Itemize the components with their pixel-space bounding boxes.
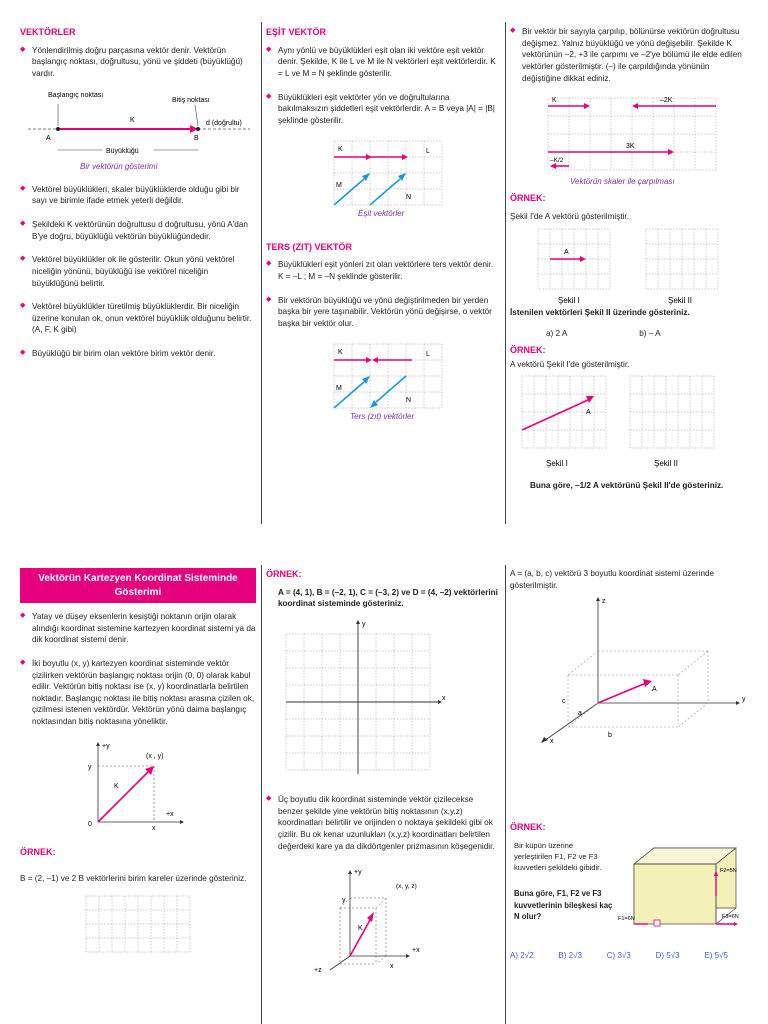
bullet-5: ◆ Büyüklüğü bir birim olan vektöre birim vektör denir. bbox=[20, 348, 256, 360]
svg-text:b: b bbox=[608, 732, 612, 740]
unit-grid bbox=[20, 894, 256, 954]
svg-text:Büyüklüğü: Büyüklüğü bbox=[106, 147, 139, 155]
option-b: b) – A bbox=[639, 329, 661, 339]
example-text: A = (4, 1), B = (–2, 1), C = (–3, 2) ve D = (4, –2) vektörlerini koordinat sisteminde gösteriniz. bbox=[278, 587, 498, 609]
svg-text:+x: +x bbox=[166, 810, 174, 818]
svg-text:M: M bbox=[336, 181, 342, 189]
svg-text:K: K bbox=[114, 782, 119, 790]
answer-option-a[interactable]: A) 2√2 bbox=[510, 951, 534, 961]
section-ornek-koordinat bbox=[266, 568, 500, 974]
question-1: İstenilen vektörleri Şekil II üzerinde gösteriniz. bbox=[510, 307, 690, 317]
svg-text:y: y bbox=[88, 763, 92, 771]
svg-text:K: K bbox=[338, 145, 343, 153]
bullet-3: ◆ Büyüklükleri eşit yönleri zıt olan vektörlere ters vektör denir. K = –L ; M = –N şeklinde gösterilir. bbox=[266, 259, 500, 282]
svg-text:Bitiş noktası: Bitiş noktası bbox=[172, 96, 210, 104]
svg-text:+z: +z bbox=[314, 967, 322, 975]
question-2: Buna göre, –1/2 A vektörünü Şekil II'de gösteriniz. bbox=[530, 481, 724, 491]
svg-text:d (doğrultu): d (doğrultu) bbox=[206, 119, 242, 127]
bullet-3d: ◆ Üç boyutlu dik koordinat sisteminde vektör çizilecekse benzer şekilde yine vektörün bitiş noktasının (x,y,z) koordinatları belirtilir ve orijinden o noktaya şekildeki gibi ok çizilir. Bu ok kenar uzunlukları (x,y,z) koordinatları belirtilen değerdeki kare ya da dikdörtgenler prizmasının köşegenidir. bbox=[266, 794, 500, 852]
svg-text:N: N bbox=[406, 396, 412, 404]
ornek-label: ÖRNEK: bbox=[266, 569, 302, 579]
vector-diagram bbox=[20, 92, 256, 172]
heading-esit-vektor: EŞİT VEKTÖR bbox=[266, 27, 327, 37]
column-divider bbox=[505, 22, 506, 524]
section-3d-vektor bbox=[510, 568, 750, 961]
svg-text:Vektörün skaler ile çarpılması: Vektörün skaler ile çarpılması bbox=[570, 177, 675, 187]
svg-text:3K: 3K bbox=[626, 143, 635, 151]
question-text: Bir küpün üzerine yerleştirilen F1, F2 ve F3 kuvvetleri şekildeki gibidir. bbox=[514, 841, 602, 873]
column-divider bbox=[505, 565, 506, 1024]
bullet-2: ◆ Büyüklükleri eşit vektörler yön ve doğrultularına bakılmaksızın şiddetleri eşit vektörlerdir. A = B veya |A| = |B| şeklinde gösterilir. bbox=[266, 92, 500, 127]
svg-text:F1=6N: F1=6N bbox=[618, 916, 635, 923]
svg-text:F2=5N: F2=5N bbox=[720, 868, 737, 875]
svg-text:B: B bbox=[194, 134, 199, 142]
question-bold: Buna göre, F1, F2 ve F3 kuvvetlerinin bileşkesi kaç N olur? bbox=[514, 889, 613, 922]
bullet-1: ◆ Yatay ve düşey eksenlerin kesiştiği noktanın orijin olarak alındığı koordinat sistemine kartezyen koordinat sistemi ya da dik koordinat sistemi denir. bbox=[20, 611, 256, 646]
svg-text:K: K bbox=[358, 925, 363, 933]
svg-text:Başlangıç noktası: Başlangıç noktası bbox=[48, 91, 104, 99]
svg-text:–K/2: –K/2 bbox=[550, 157, 564, 165]
svg-text:y: y bbox=[742, 696, 746, 704]
svg-text:Bir vektörün gösterimi: Bir vektörün gösterimi bbox=[80, 161, 158, 171]
scalar-multiplication-grid bbox=[510, 96, 750, 188]
svg-text:y: y bbox=[342, 897, 346, 905]
svg-text:N: N bbox=[406, 193, 412, 201]
answer-option-e[interactable]: E) 5√5 bbox=[704, 951, 728, 961]
svg-text:A: A bbox=[46, 134, 51, 142]
svg-text:K: K bbox=[552, 97, 557, 105]
example-grids-1 bbox=[510, 227, 750, 317]
svg-text:Şekil II: Şekil II bbox=[668, 295, 693, 305]
svg-text:Ters (zıt) vektörler: Ters (zıt) vektörler bbox=[350, 411, 415, 421]
ornek-label: ÖRNEK: bbox=[510, 193, 546, 204]
svg-text:+y: +y bbox=[354, 869, 362, 877]
paragraph-definition: ◆ Yönlendirilmiş doğru parçasına vektör denir. Vektörün başlangıç noktası, doğrultusu, yönü ve şiddeti (büyüklüğü) vardır. bbox=[20, 45, 256, 80]
svg-text:a: a bbox=[578, 710, 582, 718]
svg-text:x: x bbox=[442, 695, 446, 703]
svg-text:M: M bbox=[336, 384, 342, 392]
svg-text:z: z bbox=[602, 598, 606, 606]
example-text: B = (2, –1) ve 2 B vektörlerini birim kareler üzerinde gösteriniz. bbox=[20, 873, 247, 883]
heading-vektorler: VEKTÖRLER bbox=[20, 27, 76, 37]
svg-text:x: x bbox=[390, 963, 394, 971]
question-block bbox=[510, 840, 750, 950]
answer-options bbox=[510, 950, 746, 961]
svg-text:(x, y, z): (x, y, z) bbox=[396, 883, 417, 891]
svg-text:0: 0 bbox=[88, 820, 92, 828]
bullet-2: ◆ İki boyutlu (x, y) kartezyen koordinat sisteminde vektör çizilirken vektörün başlangıç noktası orijin (0, 0) olarak kabul edilir. Vektörün bitiş noktası ise (x, y) koordinatlarla belirtilen noktadır. Başlangıç noktası ile bitiş noktası arasına çizilen ok, çizilmesi istenen vektördür. Vektörün yönü daima başlangıç noktasından bitiş noktasına yöneliktir. bbox=[20, 658, 256, 728]
equal-vectors-grid bbox=[266, 139, 500, 219]
svg-text:L: L bbox=[426, 350, 430, 358]
svg-text:+x: +x bbox=[412, 947, 420, 955]
cube-forces-figure bbox=[618, 834, 748, 930]
svg-text:K: K bbox=[130, 116, 135, 124]
bullet-1: ◆ Bir vektör bir sayıyla çarpılıp, bölünürse vektörün doğrultusu değişmez. Yalnız büyüklüğü ve yönü değişebilir. Şekilde K vektörünün –2, +3 ile çarpımı ve –2'ye bölümü ile elde edilen vektörler gösterilmiştir. (–) ile çarpıldığında yönünün değiştiğine dikkat ediniz. bbox=[510, 26, 750, 84]
svg-text:Şekil I: Şekil I bbox=[546, 459, 568, 469]
svg-text:(x , y): (x , y) bbox=[146, 752, 164, 760]
svg-text:K: K bbox=[338, 348, 343, 356]
coordinate-grid bbox=[266, 616, 500, 776]
svg-text:+y: +y bbox=[102, 742, 110, 750]
svg-text:x: x bbox=[152, 824, 156, 832]
section-esit-vektor bbox=[266, 26, 500, 422]
section-skaler-carpim bbox=[510, 26, 750, 492]
intro-text: A = (a, b, c) vektörü 3 boyutlu koordinat sistemi üzerinde gösterilmiştir. bbox=[510, 569, 715, 590]
section-vektorler bbox=[20, 26, 256, 372]
section-title: Vektörün Kartezyen Koordinat Sisteminde Gösterimi bbox=[20, 568, 256, 603]
ornek-label: ÖRNEK: bbox=[510, 344, 546, 355]
svg-text:y: y bbox=[362, 621, 366, 629]
svg-text:L: L bbox=[426, 147, 430, 155]
bullet-1: ◆ Vektörel büyüklükleri, skaler büyüklüklerde olduğu gibi bir sayı ve birimle ifade etmek yeterli değildir. bbox=[20, 184, 256, 207]
svg-text:Şekil I: Şekil I bbox=[558, 295, 580, 305]
2d-coordinate-figure bbox=[20, 740, 256, 832]
bullet-1: ◆ Aynı yönlü ve büyüklükleri eşit olan iki vektöre eşit vektör denir. Şekilde, K ile L ve M ile N vektörleri eşit vektörlerdir. K = L ve M = N şeklinde gösterilir. bbox=[266, 45, 500, 80]
svg-text:x: x bbox=[550, 738, 554, 744]
svg-text:F3=6N: F3=6N bbox=[722, 914, 739, 921]
question-options bbox=[510, 328, 750, 340]
svg-text:A: A bbox=[652, 686, 657, 694]
answer-option-b[interactable]: B) 2√3 bbox=[558, 951, 582, 961]
svg-text:A: A bbox=[586, 409, 591, 417]
option-a: a) 2 A bbox=[546, 329, 567, 339]
svg-text:–2K: –2K bbox=[660, 97, 673, 105]
example-text: Şekil I'de A vektörü gösterilmiştir. bbox=[510, 211, 629, 221]
column-divider bbox=[261, 22, 262, 524]
opposite-vectors-grid bbox=[266, 342, 500, 422]
example-text-2: A vektörü Şekil I'de gösterilmiştir. bbox=[510, 359, 630, 369]
svg-text:Eşit vektörler: Eşit vektörler bbox=[358, 208, 405, 218]
ornek-label: ÖRNEK: bbox=[20, 846, 56, 857]
bullet-4: ◆ Vektörel büyüklükler türetilmiş büyüklüklerdir. Bir niceliğin üzerine konulan ok, onun vektörel büyüklük olduğunu belirtir. (A, F, K gibi) bbox=[20, 301, 256, 336]
answer-option-d[interactable]: D) 5√3 bbox=[655, 951, 680, 961]
3d-coordinate-figure bbox=[266, 864, 500, 974]
answer-option-c[interactable]: C) 3√3 bbox=[606, 951, 631, 961]
ornek-label: ÖRNEK: bbox=[510, 822, 546, 833]
svg-text:Şekil II: Şekil II bbox=[654, 459, 679, 469]
heading-ters-vektor: TERS (ZIT) VEKTÖR bbox=[266, 241, 352, 252]
column-divider bbox=[261, 565, 262, 1024]
3d-box-figure bbox=[510, 593, 750, 743]
section-kartezyen bbox=[20, 568, 256, 954]
svg-text:c: c bbox=[562, 698, 566, 706]
svg-text:A: A bbox=[564, 248, 569, 256]
bullet-4: ◆ Bir vektörün büyüklüğü ve yönü değiştirilmeden bir yerden başka bir yere taşınabilir. Vektörün yönü değişirse, o vektör başka bir vektör olur. bbox=[266, 295, 500, 330]
example-grids-2 bbox=[510, 374, 750, 474]
bullet-2: ◆ Şekildeki K vektörünün doğrultusu d doğrultusu, yönü A'dan B'ye doğru, büyüklüğü vektörün büyüklüğündedir. bbox=[20, 219, 256, 242]
bullet-3: ◆ Vektörel büyüklükler ok ile gösterilir. Okun yönü vektörel niceliğin yönünü, büyüklüğü ise vektörel niceliğin büyüklüğünü belirtir. bbox=[20, 254, 256, 289]
